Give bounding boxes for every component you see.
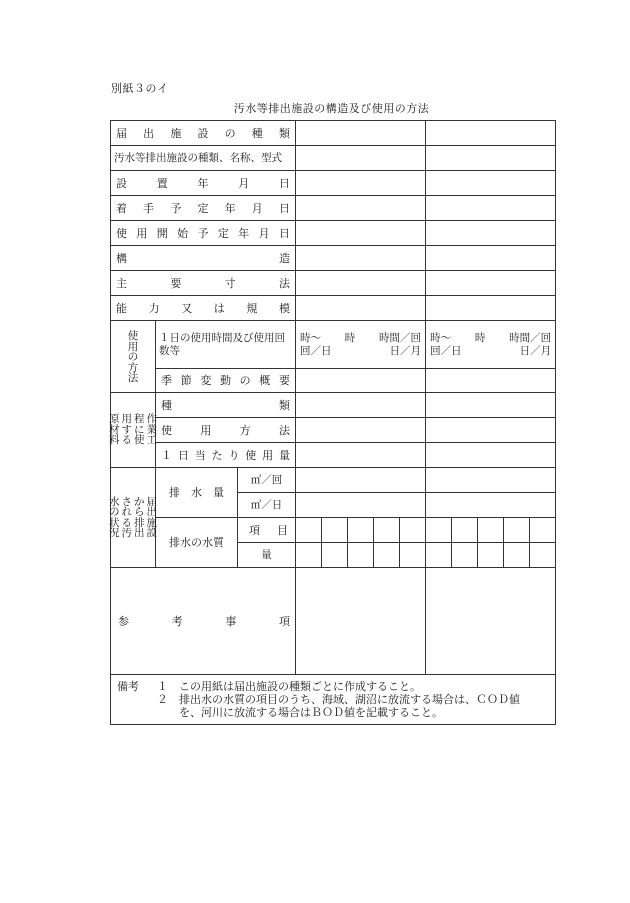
facility-form-table xyxy=(110,120,556,725)
value-cell[interactable] xyxy=(296,393,426,418)
value-cell[interactable] xyxy=(426,296,556,321)
quality-cell[interactable] xyxy=(478,518,504,543)
note-text: 排出水の水質の項目のうち、海域、湖沼に放流する場合は、ＣＯＤ値 xyxy=(179,693,520,706)
value-cell[interactable] xyxy=(296,271,426,296)
quality-cell[interactable] xyxy=(322,518,348,543)
row-daily-use xyxy=(111,321,556,369)
value-cell[interactable] xyxy=(426,443,556,468)
value-cell[interactable] xyxy=(296,121,426,146)
note-text: を、河川に放流する場合はＢＯＤ値を記載すること。 xyxy=(179,706,443,719)
label-seasonal: 季 節 変 動 の 概 要 xyxy=(156,369,296,393)
quality-cell[interactable] xyxy=(348,543,374,568)
label-type-name-model: 汚水等排出施設の種類、名称、型式 xyxy=(111,146,296,171)
note-text: この用紙は届出施設の種類ごとに作成すること。 xyxy=(179,680,421,693)
row-material-daily xyxy=(111,443,556,468)
daily-use-entry[interactable]: 時～ 時 時間／回 回／日 日／月 xyxy=(296,321,426,369)
quality-cell[interactable] xyxy=(478,543,504,568)
unit-per-time: ㎥／回 xyxy=(238,468,296,493)
value-cell[interactable] xyxy=(426,121,556,146)
row-install-date xyxy=(111,171,556,196)
label-discharge-amount: 排 水 量 xyxy=(156,468,238,518)
value-cell[interactable] xyxy=(426,221,556,246)
value-cell[interactable] xyxy=(426,271,556,296)
label-capacity: 能 力 又 は 規 模 xyxy=(111,296,296,321)
quality-cell[interactable] xyxy=(504,543,530,568)
label-construction-start: 着 手 予 定 年 月 日 xyxy=(111,196,296,221)
quality-cell[interactable] xyxy=(374,518,400,543)
value-cell[interactable] xyxy=(426,146,556,171)
value-cell[interactable] xyxy=(426,468,556,493)
quality-cell[interactable] xyxy=(452,518,478,543)
value-cell[interactable] xyxy=(296,296,426,321)
label-quality-item: 項 目 xyxy=(238,518,296,543)
label-material-method: 使 用 方 法 xyxy=(156,418,296,443)
value-cell[interactable] xyxy=(296,171,426,196)
row-material-kind xyxy=(111,393,556,418)
row-notes xyxy=(111,675,556,725)
label-raw-materials: 作 業 工 程 に 使 用 す る 原 材 料 xyxy=(111,393,156,468)
quality-cell[interactable] xyxy=(374,543,400,568)
value-cell[interactable] xyxy=(426,171,556,196)
label-quality-amount: 量 xyxy=(238,543,296,568)
quality-cell[interactable] xyxy=(400,518,426,543)
row-facility-type xyxy=(111,121,556,146)
value-cell[interactable] xyxy=(296,369,426,393)
label-structure: 構 造 xyxy=(111,246,296,271)
label-discharge-status: 届 出 施 設 か ら 排 出 さ れ る 汚 水 の 状 況 xyxy=(111,468,156,568)
value-cell[interactable] xyxy=(296,443,426,468)
value-cell[interactable] xyxy=(296,418,426,443)
value-cell[interactable] xyxy=(426,196,556,221)
value-cell[interactable] xyxy=(296,196,426,221)
label-usage-method: 使 用 の 方 法 xyxy=(111,321,156,393)
value-cell[interactable] xyxy=(426,369,556,393)
label-material-kind: 種 類 xyxy=(156,393,296,418)
row-seasonal xyxy=(111,369,556,393)
label-use-start: 使 用 開 始 予 定 年 月 日 xyxy=(111,221,296,246)
label-daily-use: １日の使用時間及び使用回数等 xyxy=(156,321,296,369)
value-cell[interactable] xyxy=(426,393,556,418)
notes-heading: 備考 xyxy=(117,680,139,693)
label-facility-type: 届 出 施 設 の 種 類 xyxy=(111,121,296,146)
form-id: 別紙３のイ xyxy=(111,82,169,95)
value-cell[interactable] xyxy=(296,468,426,493)
label-material-daily: １ 日 当 た り 使 用 量 xyxy=(156,443,296,468)
label-water-quality: 排水の水質 xyxy=(156,518,238,568)
row-use-start xyxy=(111,221,556,246)
row-discharge-per-time xyxy=(111,468,556,493)
value-cell[interactable] xyxy=(426,493,556,518)
quality-cell[interactable] xyxy=(400,543,426,568)
row-material-method xyxy=(111,418,556,443)
row-capacity xyxy=(111,296,556,321)
daily-use-entry[interactable]: 時～ 時 時間／回 回／日 日／月 xyxy=(426,321,556,369)
value-cell[interactable] xyxy=(296,493,426,518)
label-install-date: 設 置 年 月 日 xyxy=(111,171,296,196)
value-cell[interactable] xyxy=(426,418,556,443)
quality-cell[interactable] xyxy=(530,543,556,568)
value-cell[interactable] xyxy=(296,146,426,171)
reference-cell[interactable] xyxy=(426,568,556,675)
label-reference: 参 考 事 項 xyxy=(111,568,296,675)
quality-cell[interactable] xyxy=(426,518,452,543)
row-type-name-model xyxy=(111,146,556,171)
quality-cell[interactable] xyxy=(426,543,452,568)
quality-cell[interactable] xyxy=(530,518,556,543)
unit-per-day: ㎥／日 xyxy=(238,493,296,518)
reference-cell[interactable] xyxy=(296,568,426,675)
quality-cell[interactable] xyxy=(322,543,348,568)
value-cell[interactable] xyxy=(296,221,426,246)
row-dimensions xyxy=(111,271,556,296)
form-title: 汚水等排出施設の構造及び使用の方法 xyxy=(233,102,430,115)
quality-cell[interactable] xyxy=(504,518,530,543)
row-construction-start xyxy=(111,196,556,221)
row-quality-item xyxy=(111,518,556,543)
notes-section: 備考 １ この用紙は届出施設の種類ごとに作成すること。 ２ 排出水の水質の項目のうち、海域、湖沼に放流する場合は、ＣＯＤ値 を、河川に放流する場合はＢＯＤ値を記載すること。 xyxy=(111,675,556,725)
quality-cell[interactable] xyxy=(452,543,478,568)
quality-cell[interactable] xyxy=(296,543,322,568)
value-cell[interactable] xyxy=(426,246,556,271)
row-structure xyxy=(111,246,556,271)
quality-cell[interactable] xyxy=(348,518,374,543)
value-cell[interactable] xyxy=(296,246,426,271)
row-reference xyxy=(111,568,556,675)
quality-cell[interactable] xyxy=(296,518,322,543)
label-dimensions: 主 要 寸 法 xyxy=(111,271,296,296)
